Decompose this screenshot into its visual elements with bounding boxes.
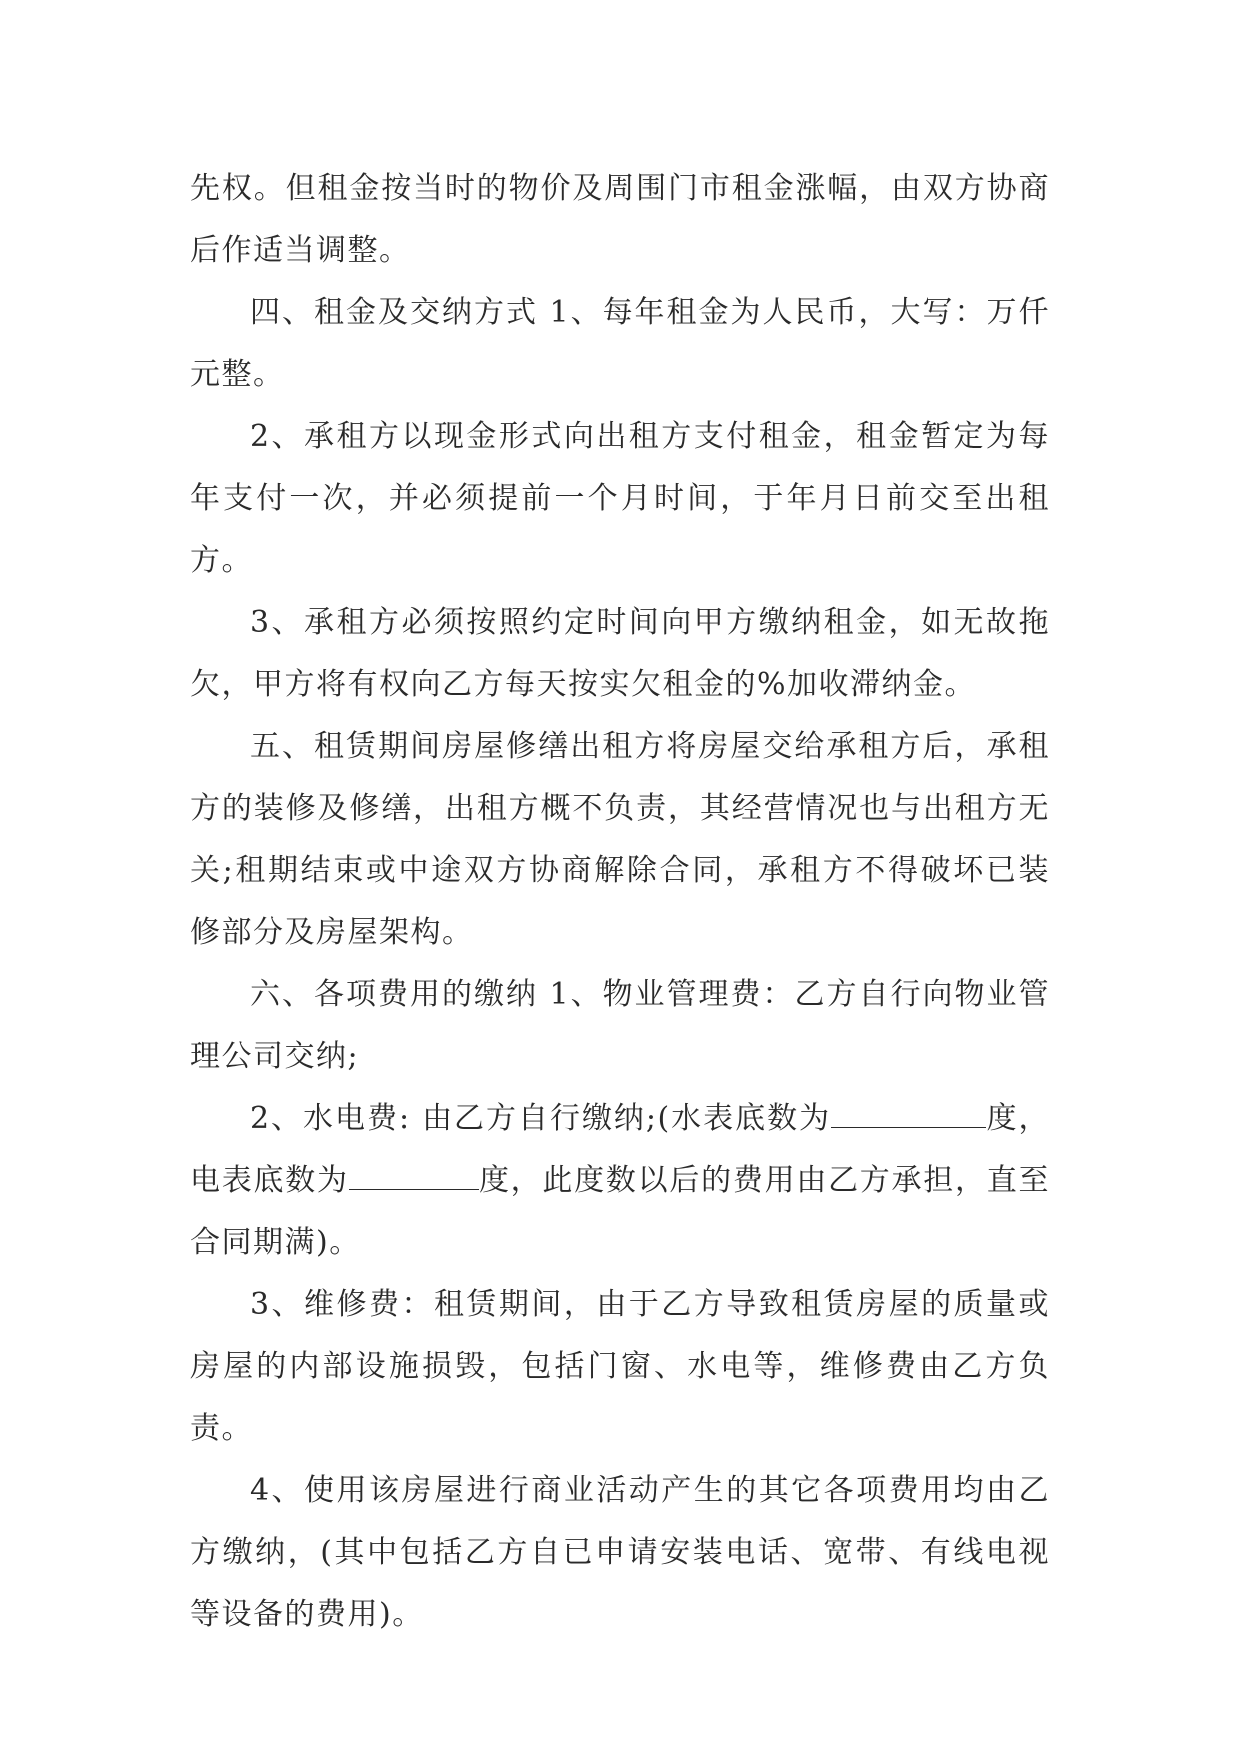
paragraph-rent-payment-schedule: 2、承租方以现金形式向出租方支付租金，租金暂定为每年支付一次，并必须提前一个月时间，于年月日前交至出租方。 [190,419,1050,578]
paragraph-rent-adjustment: 先权。但租金按当时的物价及周围门市租金涨幅，由双方协商后作适当调整。 [190,171,1050,268]
utility-fees-text-2: 度，电表底数为 [190,1101,1050,1198]
utility-fees-text-1: 2、水电费: 由乙方自行缴纳;(水表底数为 [250,1101,832,1136]
paragraph-other-fees: 4、使用该房屋进行商业活动产生的其它各项费用均由乙方缴纳，(其中包括乙方自已申请安装电话、宽带、有线电视等设备的费用)。 [190,1473,1050,1632]
paragraph-property-fees: 六、各项费用的缴纳 1、物业管理费：乙方自行向物业管理公司交纳; [190,977,1050,1074]
paragraph-repairs-during-lease: 五、租赁期间房屋修缮出租方将房屋交给承租方后，承租方的装修及修缮，出租方概不负责，其经营情况也与出租方无关;租期结束或中途双方协商解除合同，承租方不得破坏已装修部分及房屋架构。 [190,729,1050,950]
utility-fees-text-3: 度，此度数以后的费用由乙方承担，直至合同期满)。 [190,1163,1051,1260]
electric-meter-blank [349,1165,479,1190]
water-meter-blank [831,1103,986,1128]
paragraph-utility-fees [190,1088,1050,1274]
document-body [190,158,1050,1646]
paragraph-late-fee: 3、承租方必须按照约定时间向甲方缴纳租金，如无故拖欠，甲方将有权向乙方每天按实欠租金的%加收滞纳金。 [190,605,1050,702]
paragraph-maintenance-fees: 3、维修费：租赁期间，由于乙方导致租赁房屋的质量或房屋的内部设施损毁，包括门窗、水电等，维修费由乙方负责。 [190,1287,1050,1446]
paragraph-rent-payment-method: 四、租金及交纳方式 1、每年租金为人民币，大写：万仟元整。 [190,295,1050,392]
